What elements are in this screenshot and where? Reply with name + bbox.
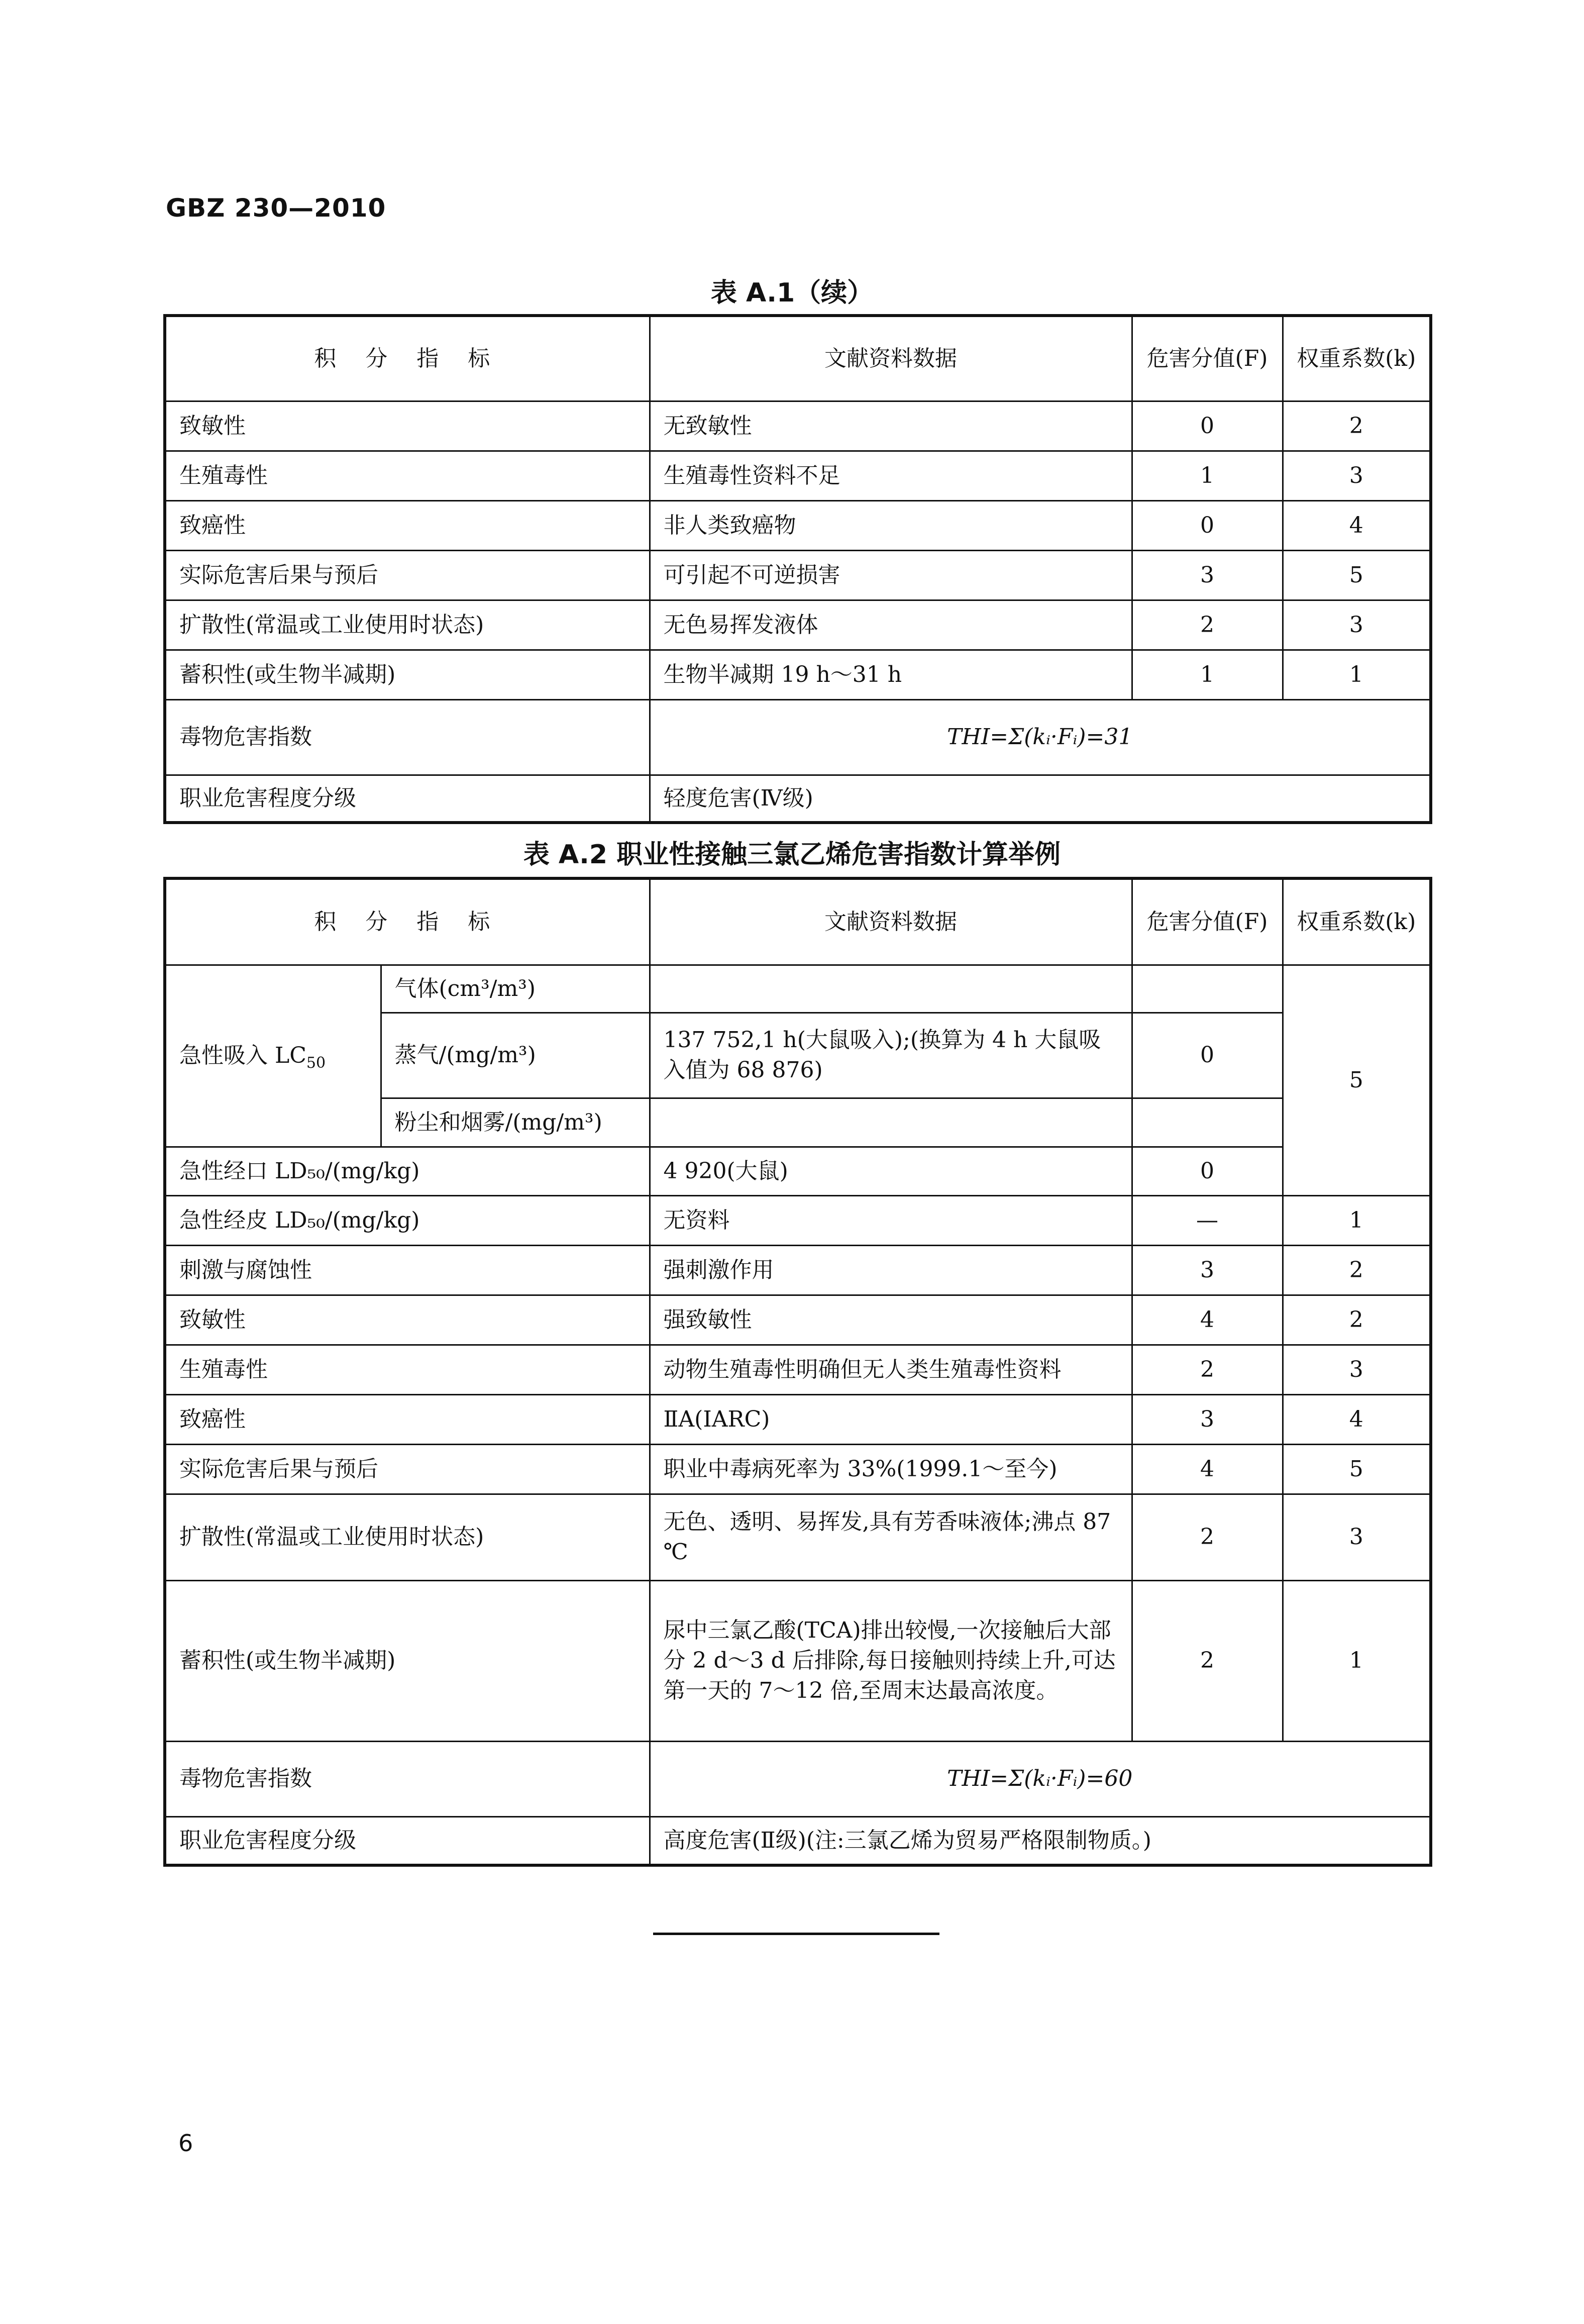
k-cell: 3 bbox=[1283, 1345, 1431, 1394]
table-row bbox=[165, 1295, 1431, 1345]
indicator-cell: 致癌性 bbox=[165, 500, 650, 550]
data-cell: 生物半减期 19 h～31 h bbox=[650, 650, 1132, 699]
data-cell: 可引起不可逆损害 bbox=[650, 550, 1132, 600]
header-hazard-score: 危害分值(F) bbox=[1132, 316, 1283, 401]
f-cell: 3 bbox=[1132, 550, 1283, 600]
indicator-cell: 扩散性(常温或工业使用时状态) bbox=[165, 600, 650, 650]
header-indicator: 积 分 指 标 bbox=[165, 316, 650, 401]
thi-label: 毒物危害指数 bbox=[165, 1741, 650, 1816]
dermal-f: — bbox=[1132, 1195, 1283, 1245]
table-row bbox=[165, 1494, 1431, 1580]
f-cell: 3 bbox=[1132, 1245, 1283, 1295]
table-row bbox=[165, 600, 1431, 650]
dust-f bbox=[1132, 1098, 1283, 1147]
data-cell: 尿中三氯乙酸(TCA)排出较慢,一次接触后大部分 2 d～3 d 后排除,每日接触则持续上升,可达第一天的 7～12 倍,至周末达最高浓度。 bbox=[650, 1580, 1132, 1741]
indicator-cell: 蓄积性(或生物半减期) bbox=[165, 650, 650, 699]
thi-formula: THI=Σ(kᵢ·Fᵢ)=31 bbox=[650, 699, 1431, 775]
table-row bbox=[165, 451, 1431, 500]
table-a1-caption: 表 A.1（续） bbox=[710, 278, 874, 308]
data-cell: 无致敏性 bbox=[650, 401, 1132, 451]
gas-label: 气体(cm³/m³) bbox=[381, 965, 650, 1013]
f-cell: 1 bbox=[1132, 650, 1283, 699]
f-cell: 3 bbox=[1132, 1394, 1283, 1444]
k-cell: 5 bbox=[1283, 1444, 1431, 1494]
k-cell: 1 bbox=[1283, 650, 1431, 699]
inhalation-label: 急性吸入 $LC_{50}$ bbox=[165, 965, 381, 1147]
header-hazard-score: 危害分值(F) bbox=[1132, 878, 1283, 965]
k-cell: 2 bbox=[1283, 401, 1431, 451]
table-row bbox=[165, 1345, 1431, 1394]
header-weight: 权重系数(k) bbox=[1283, 316, 1431, 401]
f-cell: 2 bbox=[1132, 1580, 1283, 1741]
indicator-cell: 致敏性 bbox=[165, 1295, 650, 1345]
grade-label: 职业危害程度分级 bbox=[165, 775, 650, 823]
grade-label: 职业危害程度分级 bbox=[165, 1816, 650, 1865]
indicator-cell: 生殖毒性 bbox=[165, 1345, 650, 1394]
k-cell: 4 bbox=[1283, 500, 1431, 550]
oral-data: 4 920(大鼠) bbox=[650, 1147, 1132, 1195]
table-row bbox=[165, 1245, 1431, 1295]
data-cell: 职业中毒病死率为 33%(1999.1～至今) bbox=[650, 1444, 1132, 1494]
header-data: 文献资料数据 bbox=[650, 878, 1132, 965]
indicator-cell: 扩散性(常温或工业使用时状态) bbox=[165, 1494, 650, 1580]
data-cell: 动物生殖毒性明确但无人类生殖毒性资料 bbox=[650, 1345, 1132, 1394]
f-cell: 0 bbox=[1132, 500, 1283, 550]
f-cell: 2 bbox=[1132, 1494, 1283, 1580]
k-cell: 1 bbox=[1283, 1580, 1431, 1741]
inhalation-f: 0 bbox=[1132, 1013, 1283, 1098]
oral-f: 0 bbox=[1132, 1147, 1283, 1195]
data-cell: 生殖毒性资料不足 bbox=[650, 451, 1132, 500]
table-a2-caption: 表 A.2 职业性接触三氯乙烯危害指数计算举例 bbox=[523, 840, 1061, 870]
grade-value: 轻度危害(Ⅳ级) bbox=[650, 775, 1431, 823]
indicator-cell: 生殖毒性 bbox=[165, 451, 650, 500]
indicator-cell: 蓄积性(或生物半减期) bbox=[165, 1580, 650, 1741]
header-indicator: 积 分 指 标 bbox=[165, 878, 650, 965]
table-row bbox=[165, 500, 1431, 550]
k-cell: 3 bbox=[1283, 1494, 1431, 1580]
k-cell: 3 bbox=[1283, 451, 1431, 500]
gas-f bbox=[1132, 965, 1283, 1013]
indicator-cell: 致癌性 bbox=[165, 1394, 650, 1444]
k-cell: 5 bbox=[1283, 550, 1431, 600]
k-cell: 2 bbox=[1283, 1245, 1431, 1295]
table-row bbox=[165, 1580, 1431, 1741]
f-cell: 0 bbox=[1132, 401, 1283, 451]
header-weight: 权重系数(k) bbox=[1283, 878, 1431, 965]
table-row bbox=[165, 650, 1431, 699]
header-data: 文献资料数据 bbox=[650, 316, 1132, 401]
indicator-cell: 刺激与腐蚀性 bbox=[165, 1245, 650, 1295]
f-cell: 2 bbox=[1132, 1345, 1283, 1394]
k-cell: 3 bbox=[1283, 600, 1431, 650]
data-cell: 强刺激作用 bbox=[650, 1245, 1132, 1295]
f-cell: 2 bbox=[1132, 600, 1283, 650]
data-cell: 无色、透明、易挥发,具有芳香味液体;沸点 87 ℃ bbox=[650, 1494, 1132, 1580]
thi-formula: THI=Σ(kᵢ·Fᵢ)=60 bbox=[650, 1741, 1431, 1816]
indicator-cell: 实际危害后果与预后 bbox=[165, 1444, 650, 1494]
data-cell: ⅡA(IARC) bbox=[650, 1394, 1132, 1444]
document-code: GBZ 230—2010 bbox=[166, 193, 386, 223]
dermal-label: 急性经皮 LD₅₀/(mg/kg) bbox=[165, 1195, 650, 1245]
f-cell: 1 bbox=[1132, 451, 1283, 500]
oral-label: 急性经口 LD₅₀/(mg/kg) bbox=[165, 1147, 650, 1195]
table-row bbox=[165, 401, 1431, 451]
k-cell: 2 bbox=[1283, 1295, 1431, 1345]
table-a1 bbox=[163, 314, 1432, 824]
vapor-data: 137 752,1 h(大鼠吸入);(换算为 4 h 大鼠吸入值为 68 876) bbox=[650, 1013, 1132, 1098]
table-row bbox=[165, 1394, 1431, 1444]
end-of-document-rule bbox=[653, 1933, 939, 1935]
dermal-k: 1 bbox=[1283, 1195, 1431, 1245]
f-cell: 4 bbox=[1132, 1444, 1283, 1494]
f-cell: 4 bbox=[1132, 1295, 1283, 1345]
page-number: 6 bbox=[178, 2130, 193, 2157]
grade-value: 高度危害(Ⅱ级)(注:三氯乙烯为贸易严格限制物质。) bbox=[650, 1816, 1431, 1865]
table-a2 bbox=[163, 877, 1432, 1867]
inhalation-k: 5 bbox=[1283, 965, 1431, 1195]
gas-data bbox=[650, 965, 1132, 1013]
data-cell: 无色易挥发液体 bbox=[650, 600, 1132, 650]
k-cell: 4 bbox=[1283, 1394, 1431, 1444]
data-cell: 强致敏性 bbox=[650, 1295, 1132, 1345]
vapor-label: 蒸气/(mg/m³) bbox=[381, 1013, 650, 1098]
dermal-data: 无资料 bbox=[650, 1195, 1132, 1245]
indicator-cell: 实际危害后果与预后 bbox=[165, 550, 650, 600]
dust-label: 粉尘和烟雾/(mg/m³) bbox=[381, 1098, 650, 1147]
table-row bbox=[165, 1444, 1431, 1494]
data-cell: 非人类致癌物 bbox=[650, 500, 1132, 550]
thi-label: 毒物危害指数 bbox=[165, 699, 650, 775]
indicator-cell: 致敏性 bbox=[165, 401, 650, 451]
dust-data bbox=[650, 1098, 1132, 1147]
table-row bbox=[165, 550, 1431, 600]
